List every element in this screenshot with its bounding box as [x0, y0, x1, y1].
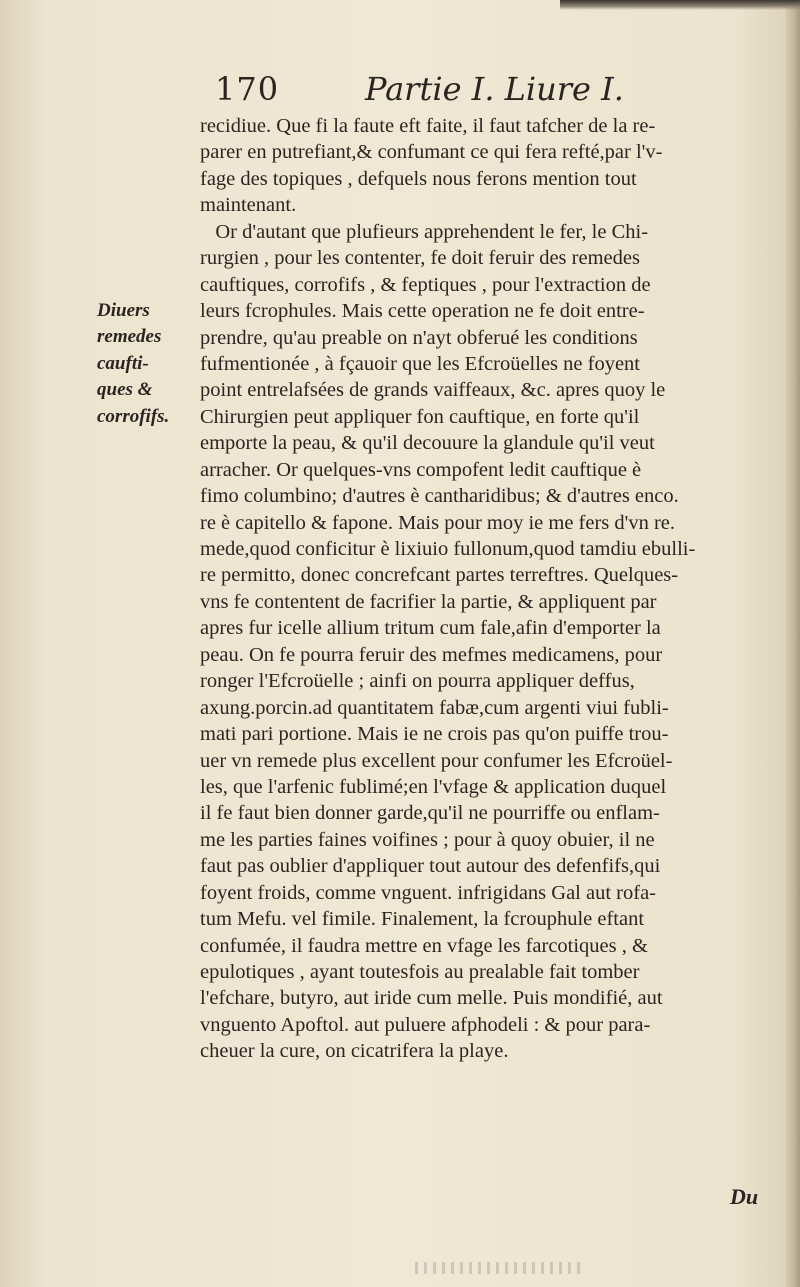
running-title: Partie I. Liure I.	[365, 70, 624, 108]
text-line: me les parties faines voifines ; pour à quoy obuier, il ne	[200, 828, 655, 851]
text-line: tum Mefu. vel fimile. Finalement, la fcrouphule eftant	[200, 908, 645, 931]
text-line: recidiue. Que fi la faute eft faite, il faut tafcher de la re-	[200, 115, 656, 137]
text-line: apres fur icelle allium tritum cum fale,afin d'emporter la	[200, 617, 661, 640]
margin-note-line: caufti-	[97, 352, 149, 374]
text-line: fufmentionée , à fçauoir que les Efcroüelles ne foyent	[200, 352, 640, 375]
text-line: cheuer la cure, on cicatrifera la playe.	[200, 1040, 509, 1063]
text-line: fage des topiques , defquels nous ferons mention tout	[200, 167, 637, 190]
text-line: parer en putrefiant,& confumant ce qui fera refté,par l'v-	[200, 141, 663, 164]
text-line: confumée, il faudra mettre en vfage les farcotiques , &	[200, 934, 648, 957]
page-top-shadow	[560, 0, 800, 10]
text-line: arracher. Or quelques-vns compofent ledit cauftique è	[200, 458, 642, 481]
catchword: Du	[730, 1184, 759, 1209]
ink-smudge	[415, 1262, 585, 1274]
text-line: prendre, qu'au preable on n'ayt obferué les conditions	[200, 326, 638, 349]
text-line: cauftiques, corrofifs , & feptiques , pour l'extraction de	[200, 273, 651, 296]
text-line: Or d'autant que plufieurs apprehendent le fer, le Chi-	[200, 220, 649, 243]
text-line: uer vn remede plus excellent pour confumer les Efcroüel-	[200, 749, 673, 772]
text-line: axung.porcin.ad quantitatem fabæ,cum argenti viui fubli-	[200, 696, 669, 719]
text-line: faut pas oublier d'appliquer tout autour des defenfifs,qui	[200, 855, 661, 878]
text-line: peau. On fe pourra feruir des mefmes medicamens, pour	[200, 643, 663, 666]
margin-note-line: ques &	[97, 379, 153, 401]
text-line: rurgien , pour les contenter, fe doit feruir des remedes	[200, 247, 640, 270]
text-line: epulotiques , ayant toutesfois au prealable fait tomber	[200, 961, 640, 983]
text-line: il fe faut bien donner garde,qu'il ne pourriffe ou enflam-	[200, 802, 660, 825]
text-line: ronger l'Efcroüelle ; ainfi on pourra appliquer deffus,	[200, 670, 635, 693]
text-line: foyent froids, comme vnguent. infrigidans Gal aut rofa-	[200, 881, 656, 904]
text-line: l'efchare, butyro, aut iride cum melle. Puis mondifié, aut	[200, 987, 663, 1010]
text-line: mede,quod conficitur è lixiuio fullonum,quod tamdiu ebulli-	[200, 538, 696, 560]
text-line: fimo columbino; d'autres è cantharidibus; & d'autres enco.	[200, 485, 679, 508]
text-line: maintenant.	[200, 194, 297, 217]
margin-note-line: corrofifs.	[97, 405, 170, 427]
text-line: point entrelafsées de grands vaiffeaux, &c. apres quoy le	[200, 379, 666, 402]
text-line: vnguento Apoftol. aut puluere afphodeli : & pour para-	[200, 1013, 651, 1036]
body-text	[200, 113, 790, 1065]
margin-note-line: Diuers	[97, 300, 150, 321]
text-line: les, que l'arfenic fublimé;en l'vfage & application duquel	[200, 775, 667, 798]
margin-note	[97, 298, 207, 430]
text-line: mati pari portione. Mais ie ne crois pas qu'on puiffe trou-	[200, 723, 669, 746]
text-line: re permitto, donec concrefcant partes terreftres. Quelques-	[200, 564, 679, 587]
page-number: 170	[215, 70, 280, 108]
text-line: vns fe contentent de facrifier la partie, & appliquent par	[200, 590, 657, 613]
text-line: Chirurgien peut appliquer fon cauftique, en forte qu'il	[200, 405, 640, 428]
text-line: re è capitello & fapone. Mais pour moy ie me fers d'vn re.	[200, 511, 676, 534]
text-line: emporte la peau, & qu'il decouure la glandule qu'il veut	[200, 432, 655, 455]
page-header	[215, 70, 645, 110]
margin-note-line: remedes	[97, 326, 162, 348]
text-line: leurs fcrophules. Mais cette operation ne fe doit entre-	[200, 300, 645, 323]
